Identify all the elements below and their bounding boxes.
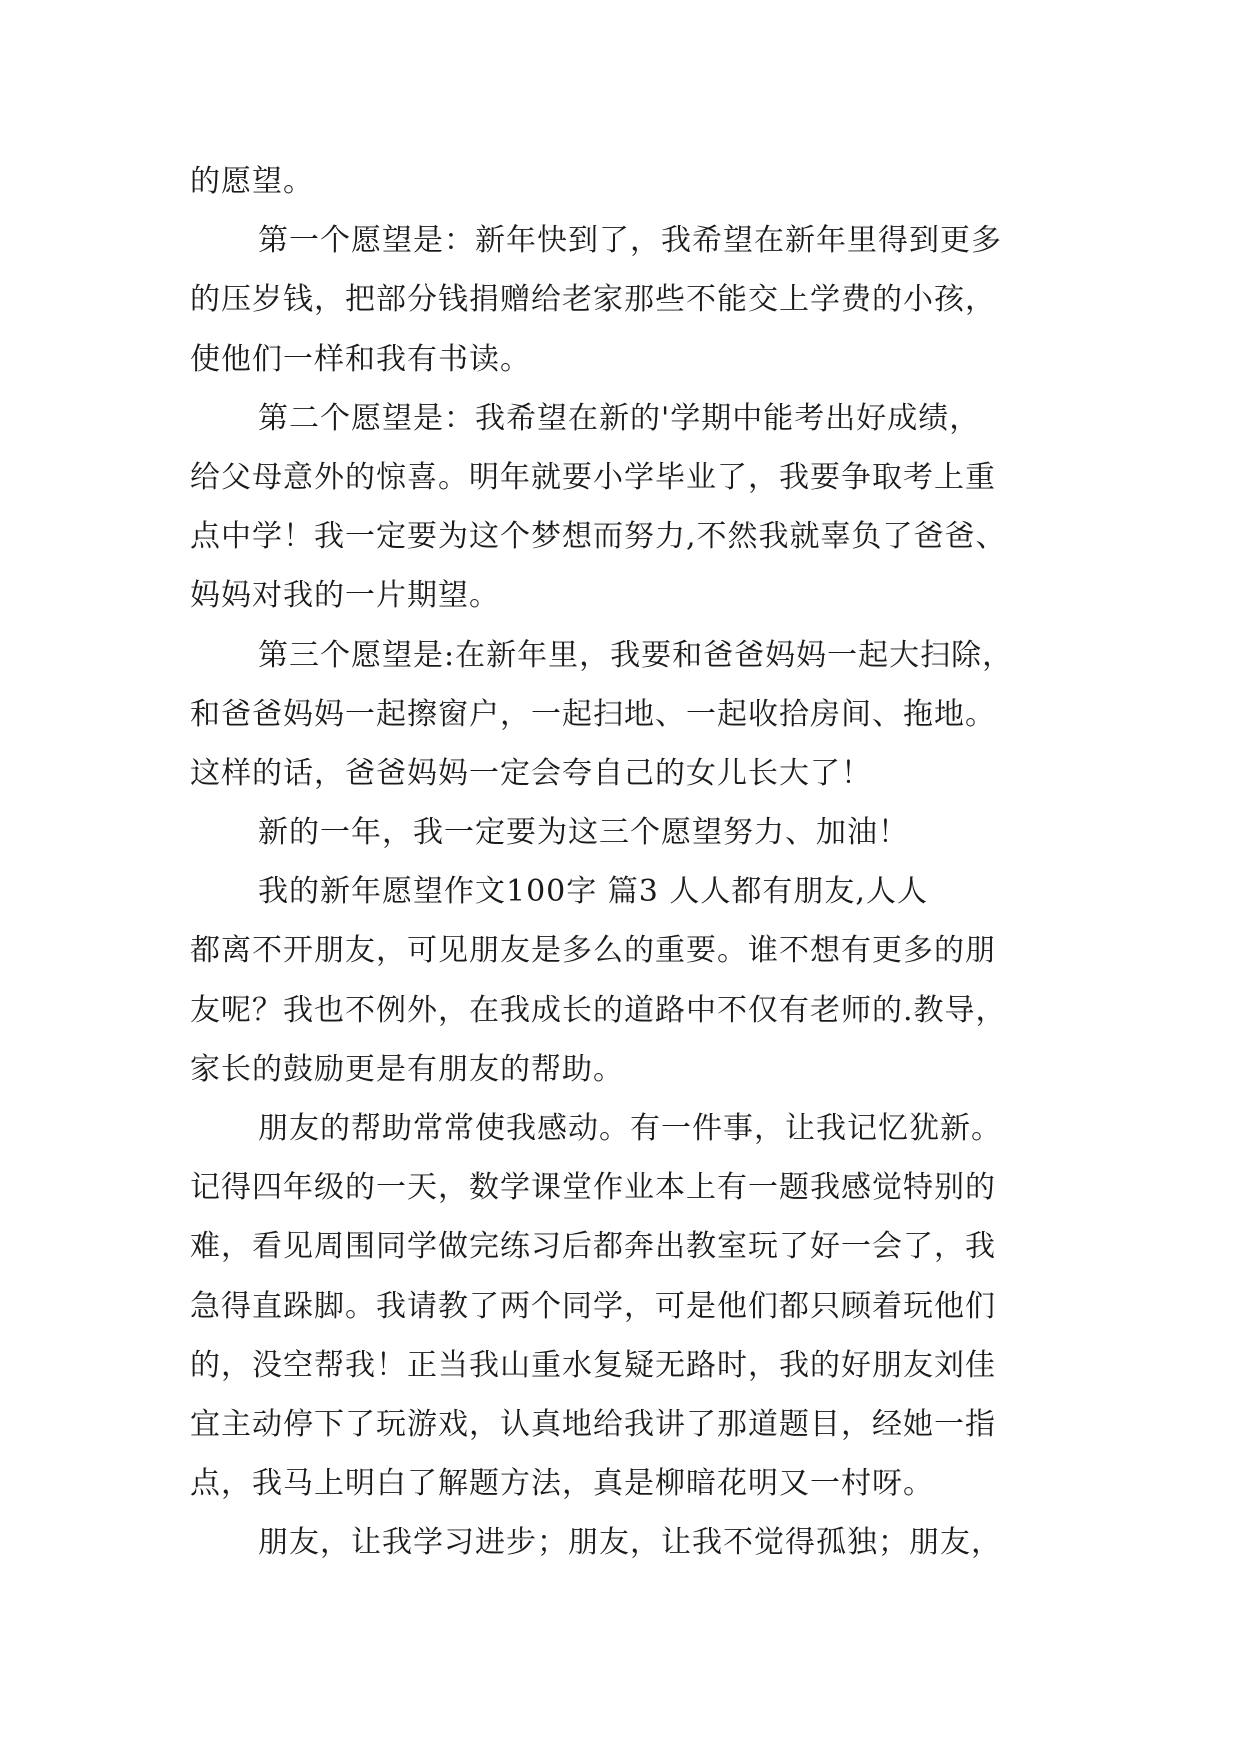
document-body <box>190 152 1070 1573</box>
text-line: 和爸爸妈妈一起擦窗户，一起扫地、一起收拾房间、拖地。 <box>190 696 996 732</box>
text-line: 家长的鼓励更是有朋友的帮助。 <box>190 1051 624 1087</box>
text-line: 的愿望。 <box>190 164 314 199</box>
text-line: 第二个愿望是：我希望在新的'学期中能考出好成绩， <box>258 400 981 436</box>
text-line: 朋友，让我学习进步；朋友，让我不觉得孤独；朋友， <box>258 1525 1002 1561</box>
text-line: 我的新年愿望作文100字 篇3 人人都有朋友,人人 <box>258 874 928 910</box>
text-line: 宜主动停下了玩游戏，认真地给我讲了那道题目，经她一指 <box>190 1406 996 1442</box>
text-line: 的，没空帮我！正当我山重水复疑无路时，我的好朋友刘佳 <box>190 1347 996 1383</box>
text-line: 的压岁钱，把部分钱捐赠给老家那些不能交上学费的小孩， <box>190 282 996 318</box>
text-line: 点，我马上明白了解题方法，真是柳暗花明又一村呀。 <box>190 1466 934 1502</box>
text-line: 都离不开朋友，可见朋友是多么的重要。谁不想有更多的朋 <box>190 933 996 969</box>
text-line: 使他们一样和我有书读。 <box>190 341 531 377</box>
text-line: 点中学！我一定要为这个梦想而努力,不然我就辜负了爸爸、 <box>190 519 1007 555</box>
text-line: 难，看见周围同学做完练习后都奔出教室玩了好一会了，我 <box>190 1229 996 1265</box>
text-line: 第三个愿望是:在新年里，我要和爸爸妈妈一起大扫除， <box>258 637 1014 673</box>
text-line: 第一个愿望是：新年快到了，我希望在新年里得到更多 <box>258 223 1002 259</box>
text-line: 给父母意外的惊喜。明年就要小学毕业了，我要争取考上重 <box>190 459 996 495</box>
text-line: 新的一年，我一定要为这三个愿望努力、加油！ <box>258 815 909 851</box>
text-line: 友呢？我也不例外，在我成长的道路中不仅有老师的.教导， <box>190 992 1007 1028</box>
text-line: 这样的话，爸爸妈妈一定会夸自己的女儿长大了！ <box>190 755 872 791</box>
text-line: 急得直跺脚。我请教了两个同学，可是他们都只顾着玩他们 <box>190 1288 996 1324</box>
text-line: 妈妈对我的一片期望。 <box>190 578 500 614</box>
text-line: 记得四年级的一天，数学课堂作业本上有一题我感觉特别的 <box>190 1170 996 1206</box>
text-line: 朋友的帮助常常使我感动。有一件事，让我记忆犹新。 <box>258 1111 1002 1146</box>
